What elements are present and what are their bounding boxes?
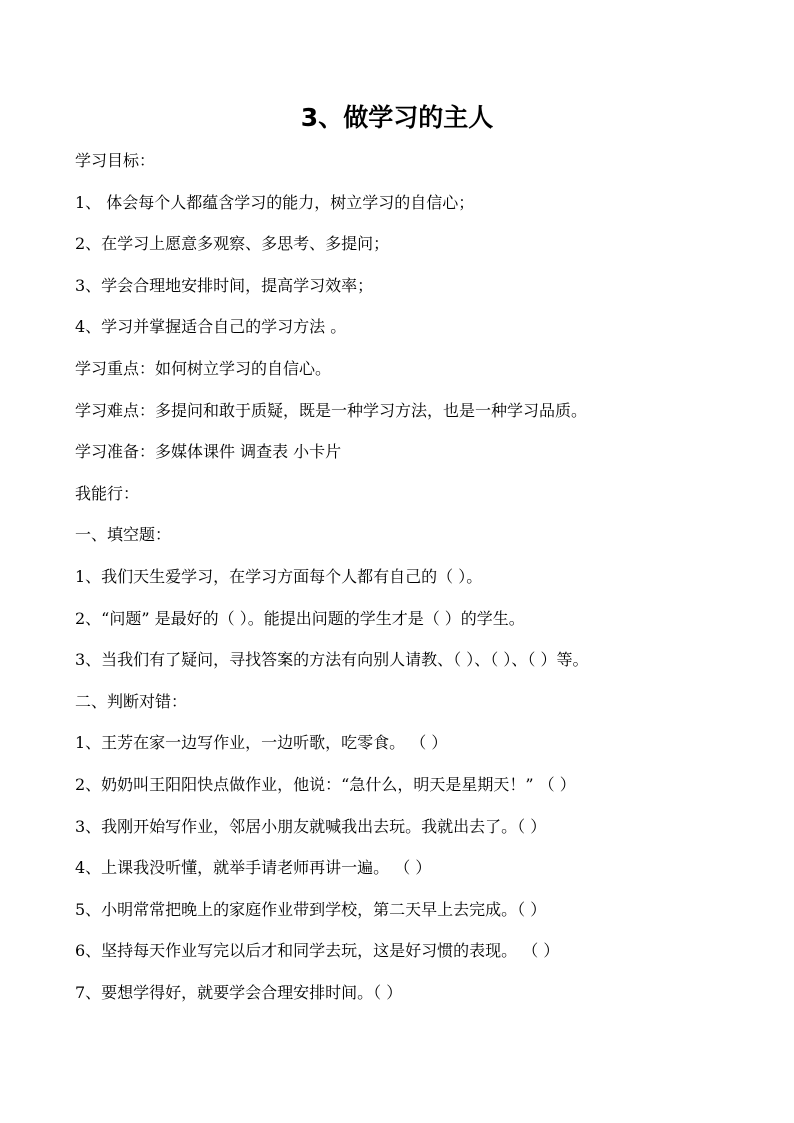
true-false-question: 4、上课我没听懂，就举手请老师再讲一遍。 （ ）: [75, 858, 432, 878]
section-heading-fill-blank: 一、填空题：: [75, 525, 172, 545]
fill-blank-question: 3、当我们有了疑问，寻找答案的方法有向别人请教、（ ）、（ ）、（ ）等。: [75, 650, 589, 670]
fill-blank-question: 1、我们天生爱学习，在学习方面每个人都有自己的（ ）。: [75, 566, 483, 586]
true-false-question: 6、坚持每天作业写完以后才和同学去玩，这是好习惯的表现。 （ ）: [75, 941, 560, 961]
objective-item: 2、在学习上愿意多观察、多思考、多提问；: [75, 234, 390, 254]
difficulty-line: 学习难点：多提问和敢于质疑，既是一种学习方法，也是一种学习品质。: [75, 400, 588, 420]
section-heading-objectives: 学习目标：: [75, 151, 156, 170]
fill-blank-question: 2、“问题” 是最好的（ ）。能提出问题的学生才是（ ）的学生。: [75, 608, 525, 628]
page-title: 3、做学习的主人: [300, 103, 494, 132]
preparation-line: 学习准备：多媒体课件 调查表 小卡片: [75, 442, 342, 462]
section-heading-practice: 我能行：: [75, 483, 140, 503]
objective-item: 4、学习并掌握适合自己的学习方法 。: [75, 317, 347, 337]
true-false-question: 1、王芳在家一边写作业，一边听歌，吃零食。 （ ）: [75, 733, 448, 753]
objective-item: 3、学会合理地安排时间，提高学习效率；: [75, 275, 374, 295]
objective-item: 1、 体会每个人都蕴含学习的能力，树立学习的自信心；: [75, 192, 475, 212]
true-false-question: 5、小明常常把晚上的家庭作业带到学校，第二天早上去完成。（ ）: [75, 899, 547, 919]
key-point-line: 学习重点：如何树立学习的自信心。: [75, 358, 332, 378]
true-false-question: 3、我刚开始写作业，邻居小朋友就喊我出去玩。我就出去了。（ ）: [75, 816, 547, 836]
true-false-question: 2、奶奶叫王阳阳快点做作业，他说：“急什么，明天是星期天！” （ ）: [75, 774, 576, 794]
true-false-question: 7、要想学得好，就要学会合理安排时间。（ ）: [75, 982, 403, 1002]
section-heading-true-false: 二、判断对错：: [75, 691, 188, 711]
document-body: [75, 145, 775, 1018]
